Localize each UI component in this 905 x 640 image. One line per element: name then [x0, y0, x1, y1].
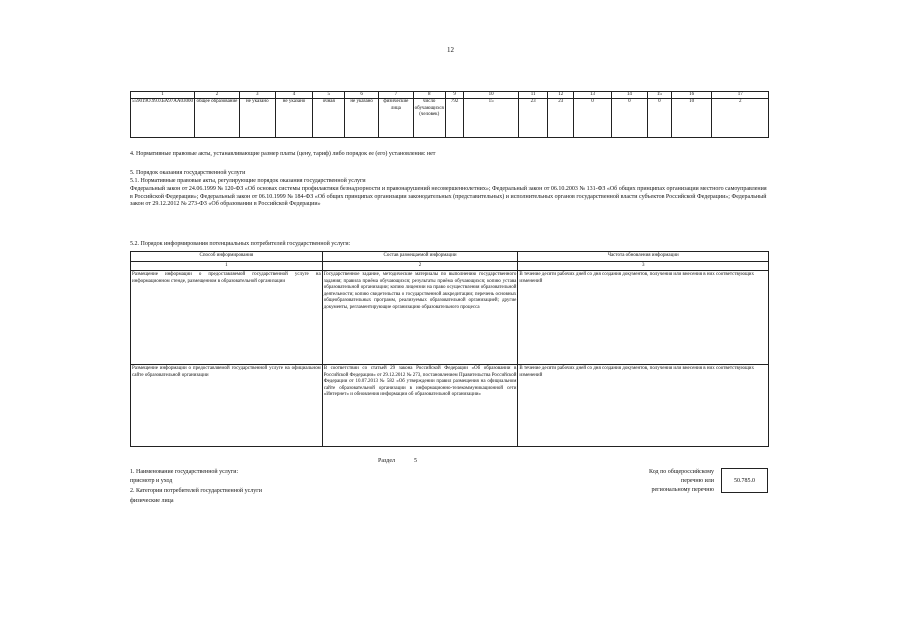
page-number: 12 [447, 46, 454, 54]
table-cell: 15 [464, 99, 519, 138]
column-header: 9 [445, 92, 463, 99]
table-row [131, 365, 769, 447]
item-1-label: 1. Наименование государственной услуги: [130, 469, 239, 475]
column-header: 6 [345, 92, 379, 99]
razdel-number: 5 [414, 458, 417, 464]
table-cell: В течение десяти рабочих дней со дня создания документов, получения или внесения в них соответствующих изменений [518, 271, 769, 365]
code-box: 50.785.0 [721, 468, 768, 493]
table-cell: не указано [345, 99, 379, 138]
table-cell: не указано [239, 99, 275, 138]
column-header: 15 [647, 92, 671, 99]
table-cell: физические лица [379, 99, 414, 138]
item-2-label: 2. Категории потребителей государственной услуги [130, 488, 262, 494]
table-cell: очная [313, 99, 345, 138]
column-number: 2 [322, 261, 518, 271]
code-label-line1: Код по общероссийскому [649, 469, 714, 475]
column-header: 4 [275, 92, 313, 99]
table-cell: 10 [671, 99, 712, 138]
section-5-1-text: Федеральный закон от 24.06.1999 № 120-ФЗ «Об основах системы профилактики безнадзорности и правонарушений несовершеннолетних»; Федеральный закон от 06.10.2003 № 131-ФЗ «Об общих принципах организации местного самоуправления в Российской Федерации»; Федеральный закон от 06.10.1999 № 184-ФЗ «Об общих принципах организации законодательных (представительных) и исполнительных органов государственной власти субъектов Российской Федерации»; Федеральный закон от 29.12.2012 № 273-ФЗ «Об образовании в Российской Федерации» [130, 186, 767, 207]
table-cell: В соответствии со статьей 29 закона Российской Федерации «Об образовании в Российской Федерации» от 29.12.2012 № 273, постановлением Правительства Российской Федерации от 10.07.2013 № 582 «Об утверждении правил размещения на официальном сайте образовательной организации в информационно-телекоммуникационной сети «Интернет» и обновления информации об образовательной организации» [322, 365, 518, 447]
section-4-text: 4. Нормативные правовые акты, устанавливающие размер платы (цену, тариф) либо порядок ее (его) установления: нет [130, 151, 436, 157]
code-label-line2: перечню или [680, 478, 714, 484]
table-row [131, 99, 769, 138]
table-cell: 559019О.99.0.БА97АА03000 [131, 99, 195, 138]
column-header: 1 [131, 92, 195, 99]
table-cell: общее образование [195, 99, 240, 138]
column-header: 8 [413, 92, 445, 99]
column-header: Частота обновления информации [518, 252, 769, 262]
column-header: 12 [548, 92, 574, 99]
column-header: Способ информирования [131, 252, 323, 262]
column-header: 13 [574, 92, 612, 99]
indicators-table [130, 91, 769, 138]
column-header: Состав размещаемой информации [322, 252, 518, 262]
column-number: 1 [131, 261, 323, 271]
column-header: 3 [239, 92, 275, 99]
column-header: 10 [464, 92, 519, 99]
razdel-label: Раздел [378, 458, 395, 464]
column-header: 14 [611, 92, 647, 99]
table-cell: 2 [712, 99, 769, 138]
table-cell: число обучающихся (человек) [413, 99, 445, 138]
column-header: 17 [712, 92, 769, 99]
table-cell: 23 [548, 99, 574, 138]
table-row [131, 271, 769, 365]
table-cell: Размещение информации о предоставляемой государственной услуге на информационном стенде, размещенном в образовательной организации [131, 271, 323, 365]
table-cell: 23 [518, 99, 547, 138]
table-header-row [131, 92, 769, 99]
item-2-value: физические лица [130, 498, 174, 504]
column-header: 7 [379, 92, 414, 99]
informing-table [130, 251, 769, 447]
table-cell: В течение десяти рабочих дней со дня создания документов, получения или внесения в них соответствующих изменений [518, 365, 769, 447]
column-number: 3 [518, 261, 769, 271]
table-cell: не указано [275, 99, 313, 138]
table-cell: 0 [611, 99, 647, 138]
table-cell: 0 [647, 99, 671, 138]
table-cell: Размещение информации о предоставляемой государственной услуге на официальном сайте образовательной организации [131, 365, 323, 447]
table-cell: 792 [445, 99, 463, 138]
column-header: 5 [313, 92, 345, 99]
column-header: 16 [671, 92, 712, 99]
section-5-heading: 5. Порядок оказания государственной услуги [130, 170, 246, 176]
table-cell: 0 [574, 99, 612, 138]
section-5-1-heading: 5.1. Нормативные правовые акты, регулирующие порядок оказания государственной услуги [130, 178, 366, 184]
section-5-2-heading: 5.2. Порядок информирования потенциальных потребителей государственной услуги: [130, 241, 351, 247]
column-header: 11 [518, 92, 547, 99]
code-label-line3: региональному перечню [651, 487, 714, 493]
item-1-value: присмотр и уход [130, 478, 173, 484]
column-header: 2 [195, 92, 240, 99]
table-cell: Государственное задание, методические материалы по выполнению государственного задания; правила приёма обучающихся; результаты приёма обучающихся; копию устава образовательной организации; копию лицензии на право осуществления образовательной деятельности; копию свидетельства о государственной аккредитации; перечень основных общеобразовательных программ, реализуемых образовательной организацией; другие документы, регламентирующие организацию образовательного процесса [322, 271, 518, 365]
